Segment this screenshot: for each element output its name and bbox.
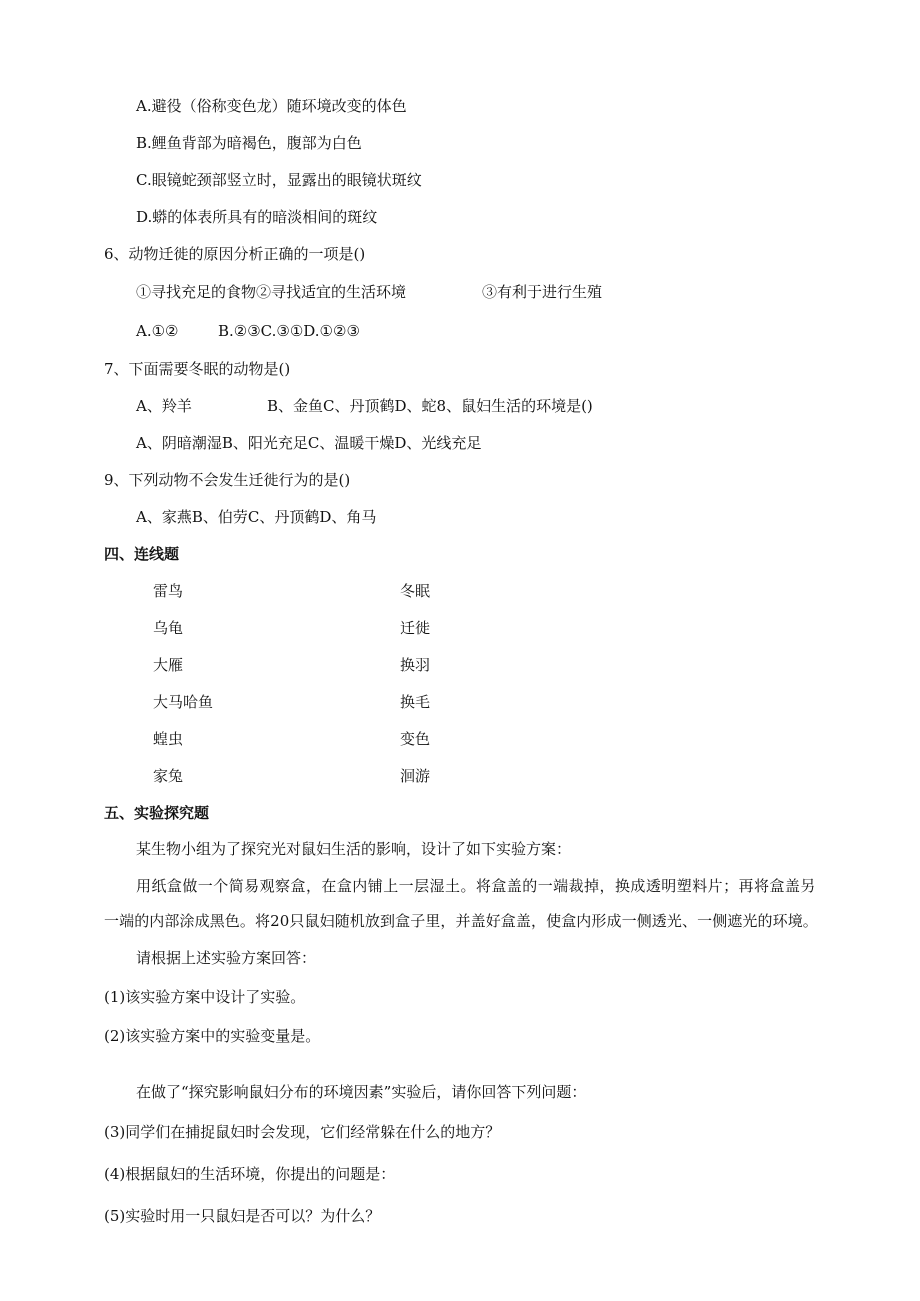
- match-right-item: 洄游: [400, 767, 431, 785]
- section5-intro: 某生物小组为了探究光对鼠妇生活的影响，设计了如下实验方案：: [136, 840, 572, 858]
- section5-question-1: (1)该实验方案中设计了实验。: [104, 988, 306, 1006]
- q6-stem: 6、动物迁徙的原因分析正确的一项是(): [104, 245, 366, 263]
- match-right-item: 换毛: [400, 693, 431, 711]
- q8-options: A、阴暗潮湿B、阳光充足C、温暖干燥D、光线充足: [136, 434, 482, 452]
- section5-para1-line1: 用纸盒做一个简易观察盒，在盒内铺上一层湿土。将盒盖的一端裁掉，换成透明塑料片；再将盒盖另: [136, 877, 816, 895]
- section5-question-4: (4)根据鼠妇的生活环境，你提出的问题是：: [104, 1165, 396, 1183]
- match-left-item: 蝗虫: [153, 730, 184, 748]
- q7-options-rest: B、金鱼C、丹顶鹤D、蛇8、鼠妇生活的环境是(): [267, 397, 593, 415]
- match-left-item: 大马哈鱼: [153, 693, 214, 711]
- match-right-item: 迁徙: [400, 619, 431, 637]
- match-right-item: 冬眠: [400, 582, 431, 600]
- match-left-item: 雷鸟: [153, 582, 184, 600]
- q5-option-a: A.避役（俗称变色龙）随环境改变的体色: [136, 97, 407, 115]
- section5-title: 五、实验探究题: [104, 804, 210, 822]
- section5-question-2: (2)该实验方案中的实验变量是。: [104, 1027, 321, 1045]
- match-right-item: 换羽: [400, 656, 431, 674]
- q9-stem: 9、下列动物不会发生迁徙行为的是(): [104, 471, 351, 489]
- match-left-item: 乌龟: [153, 619, 184, 637]
- match-right-item: 变色: [400, 730, 431, 748]
- q7-option-a: A、羚羊: [136, 397, 192, 415]
- q9-options: A、家燕B、伯劳C、丹顶鹤D、角马: [136, 508, 377, 526]
- q5-option-c: C.眼镜蛇颈部竖立时，显露出的眼镜状斑纹: [136, 171, 422, 189]
- section4-title: 四、连线题: [104, 545, 180, 563]
- q5-option-b: B.鲤鱼背部为暗褐色，腹部为白色: [136, 134, 362, 152]
- section5-question-3: (3)同学们在捕捉鼠妇时会发现，它们经常躲在什么的地方？: [104, 1123, 501, 1141]
- match-left-item: 家兔: [153, 767, 184, 785]
- q5-option-d: D.蟒的体表所具有的暗淡相间的斑纹: [136, 208, 378, 226]
- q7-stem: 7、下面需要冬眠的动物是(): [104, 360, 291, 378]
- q6-items-left: ①寻找充足的食物②寻找适宜的生活环境: [136, 283, 407, 301]
- match-left-item: 大雁: [153, 656, 184, 674]
- q6-items-right: ③有利于进行生殖: [482, 283, 603, 301]
- q6-options-rest: B.②③C.③①D.①②③: [218, 322, 360, 340]
- section5-para1-line2: 一端的内部涂成黑色。将20只鼠妇随机放到盒子里，并盖好盒盖，使盒内形成一侧透光、一侧遮光的环境。: [104, 912, 818, 930]
- section5-prompt: 请根据上述实验方案回答：: [136, 949, 317, 967]
- section5-prompt-2: 在做了“探究影响鼠妇分布的环境因素”实验后，请你回答下列问题：: [136, 1083, 587, 1101]
- section5-question-5: (5)实验时用一只鼠妇是否可以？为什么？: [104, 1207, 381, 1225]
- q6-option-a: A.①②: [136, 322, 179, 340]
